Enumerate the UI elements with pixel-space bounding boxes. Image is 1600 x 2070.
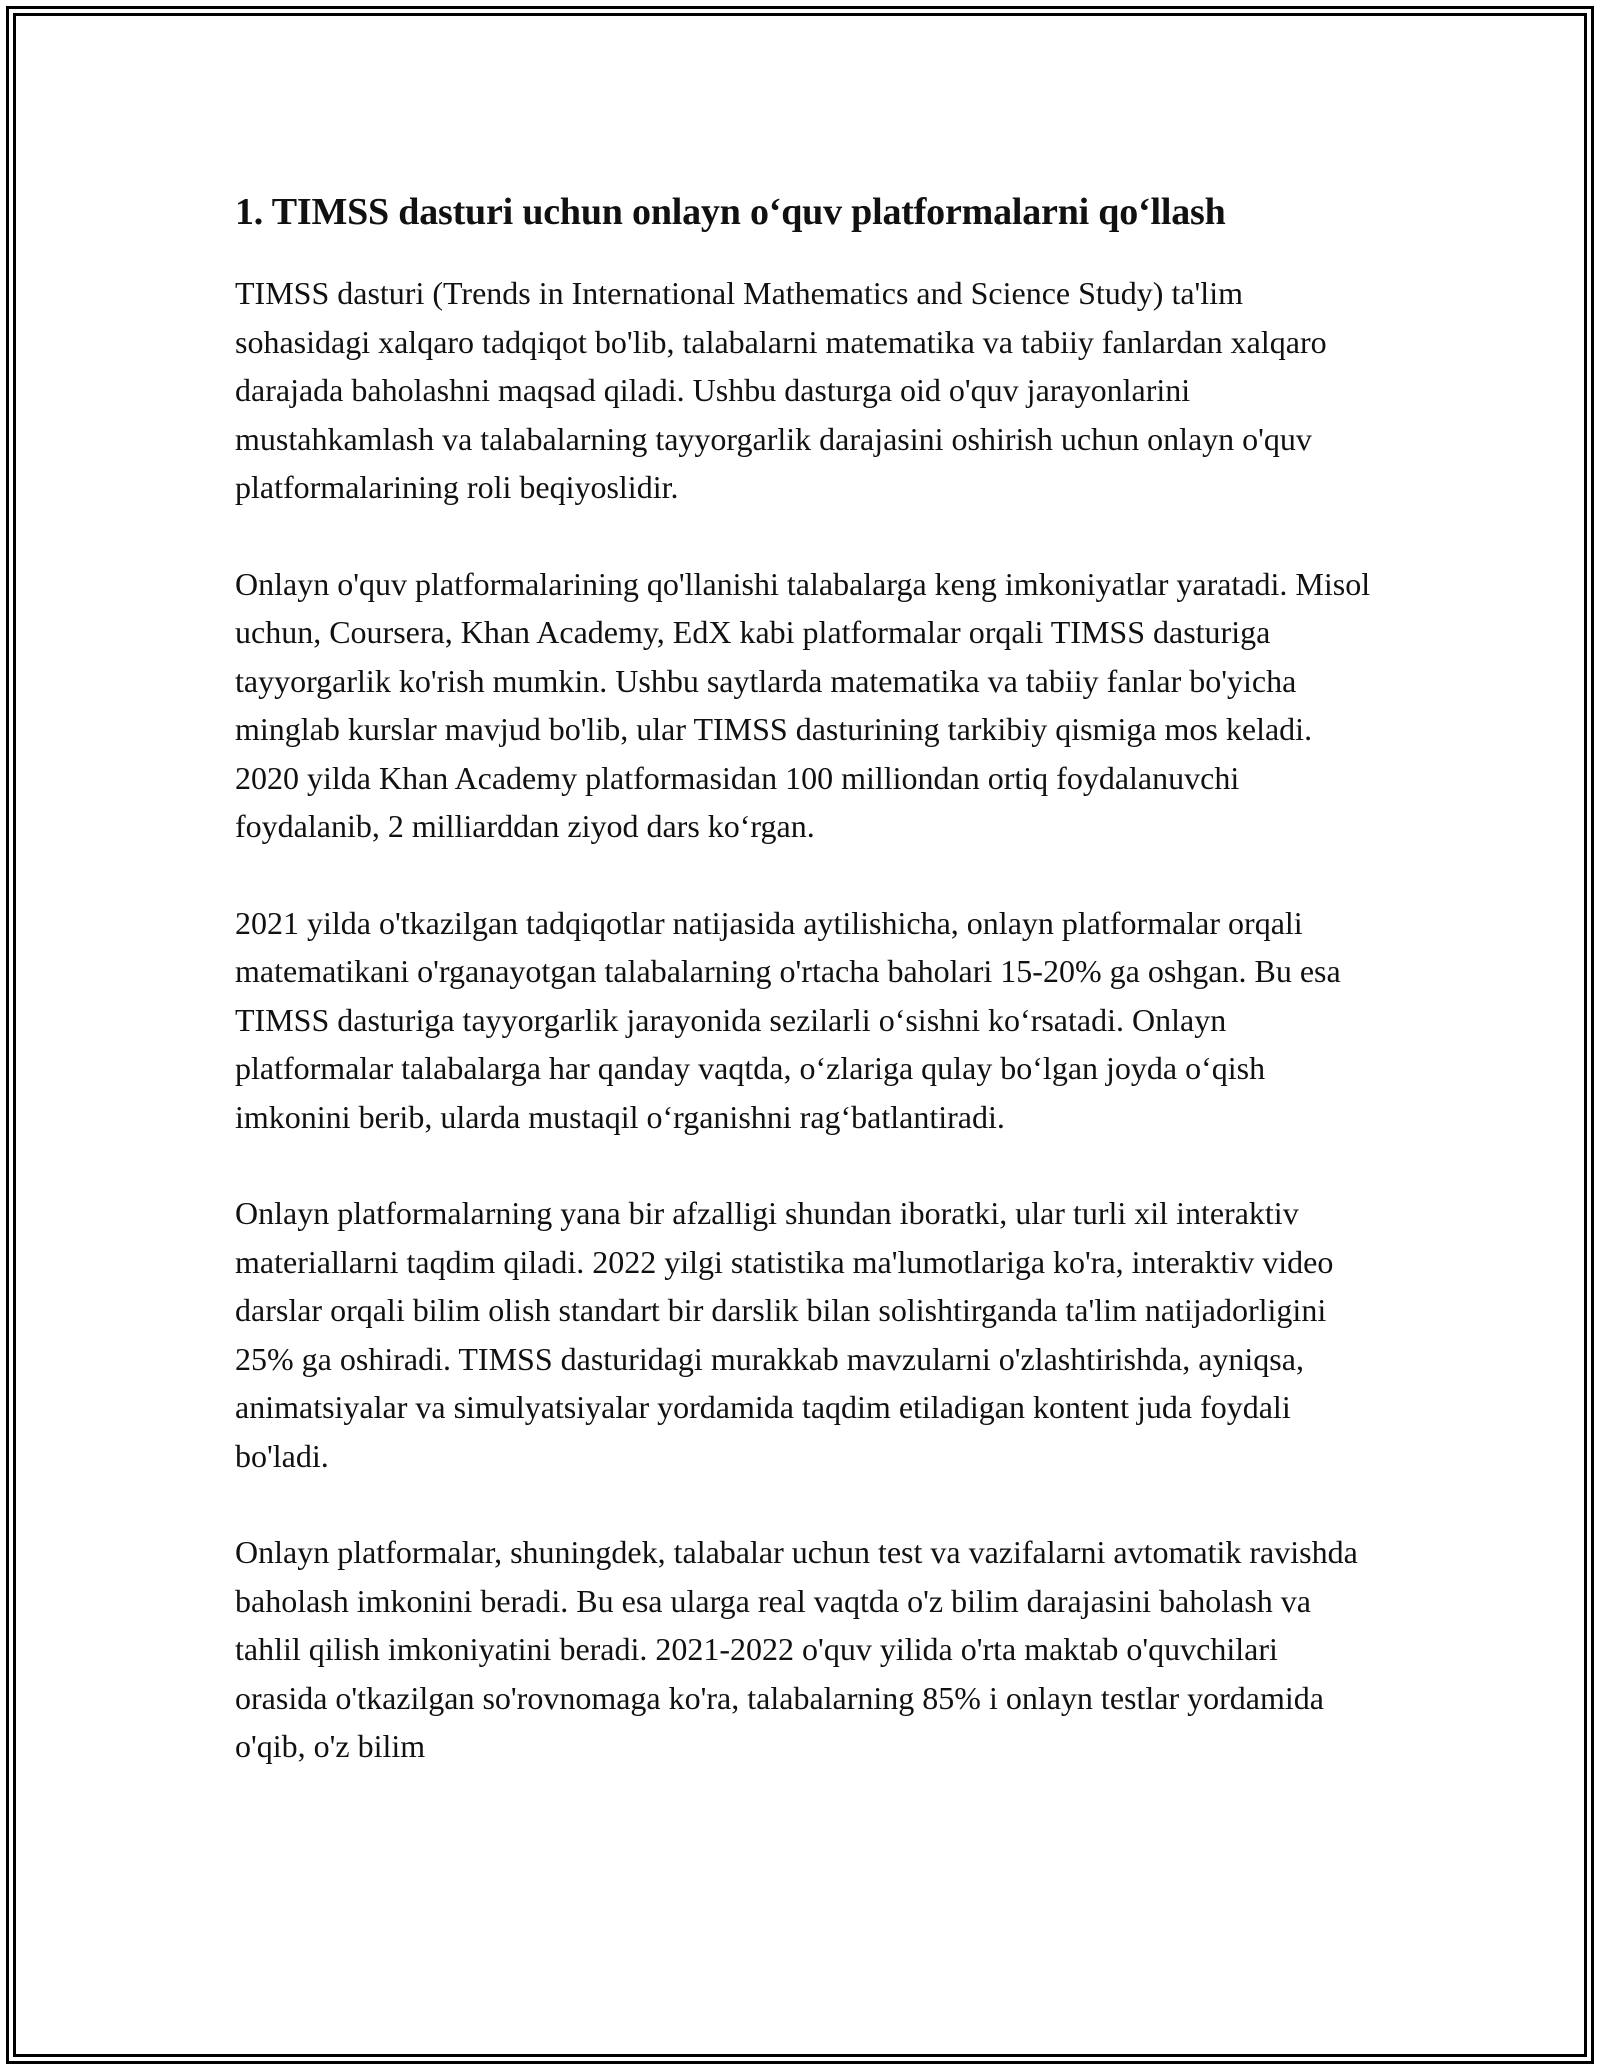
paragraph-research-2021: 2021 yilda o'tkazilgan tadqiqotlar natijasida aytilishicha, onlayn platformalar orqali matematikani o'rganayotgan talabalarning o'rtacha baholari 15-20% ga oshgan. Bu esa TIMSS dasturiga tayyorgarlik jarayonida sezilarli o‘sishni ko‘rsatadi. Onlayn platformalar talabalarga har qanday vaqtda, o‘zlariga qulay bo‘lgan joyda o‘qish imkonini berib, ularda mustaqil o‘rganishni rag‘batlantiradi. — [235, 904, 1341, 1135]
paragraph-automatic-assessment: Onlayn platformalar, shuningdek, talabalar uchun test va vazifalarni avtomatik ravishda baholash imkonini beradi. Bu esa ularga real vaqtda o'z bilim darajasini baholash va tahlil qilish imkoniyatini beradi. 2021-2022 o'quv yilida o'rta maktab o'quvchilari orasida o'tkazilgan so'rovnomaga ko'ra, talabalarning 85% i onlayn testlar yordamida o'qib, o'z bilim — [235, 1534, 1358, 1764]
paragraph-interactive-materials: Onlayn platformalarning yana bir afzalligi shundan iboratki, ular turli xil interaktiv materiallarni taqdim qiladi. 2022 yilgi statistika ma'lumotlariga ko'ra, interaktiv video darslar orqali bilim olish standart bir darslik bilan solishtirganda ta'lim natijadorligini 25% ga oshiradi. TIMSS dasturidagi murakkab mavzularni o'zlashtirishda, ayniqsa, animatsiyalar va simulyatsiyalar yordamida taqdim etiladigan kontent juda foydali bo'ladi. — [235, 1195, 1334, 1474]
section-heading: 1. TIMSS dasturi uchun onlayn o‘quv platformalarni qo‘llash — [235, 191, 1226, 233]
paragraph-platforms: Onlayn o'quv platformalarining qo'llanishi talabalarga keng imkoniyatlar yaratadi. Misol uchun, Coursera, Khan Academy, EdX kabi platformalar orqali TIMSS dasturiga tayyorgarlik ko'rish mumkin. Ushbu saytlarda matematika va tabiiy fanlar bo'yicha minglab kurslar mavjud bo'lib, ular TIMSS dasturining tarkibiy qismiga mos keladi. 2020 yilda Khan Academy platformasidan 100 milliondan ortiq foydalanuvchi foydalanib, 2 milliarddan ziyod dars ko‘rgan. — [235, 565, 1371, 844]
document-body — [235, 185, 1375, 1771]
paragraph-intro: TIMSS dasturi (Trends in International Mathematics and Science Study) ta'lim sohasidagi xalqaro tadqiqot bo'lib, talabalarni matematika va tabiiy fanlardan xalqaro darajada baholashni maqsad qiladi. Ushbu dasturga oid o'quv jarayonlarini mustahkamlash va talabalarning tayyorgarlik darajasini oshirish uchun onlayn o'quv platformalarining roli beqiyoslidir. — [235, 275, 1327, 505]
